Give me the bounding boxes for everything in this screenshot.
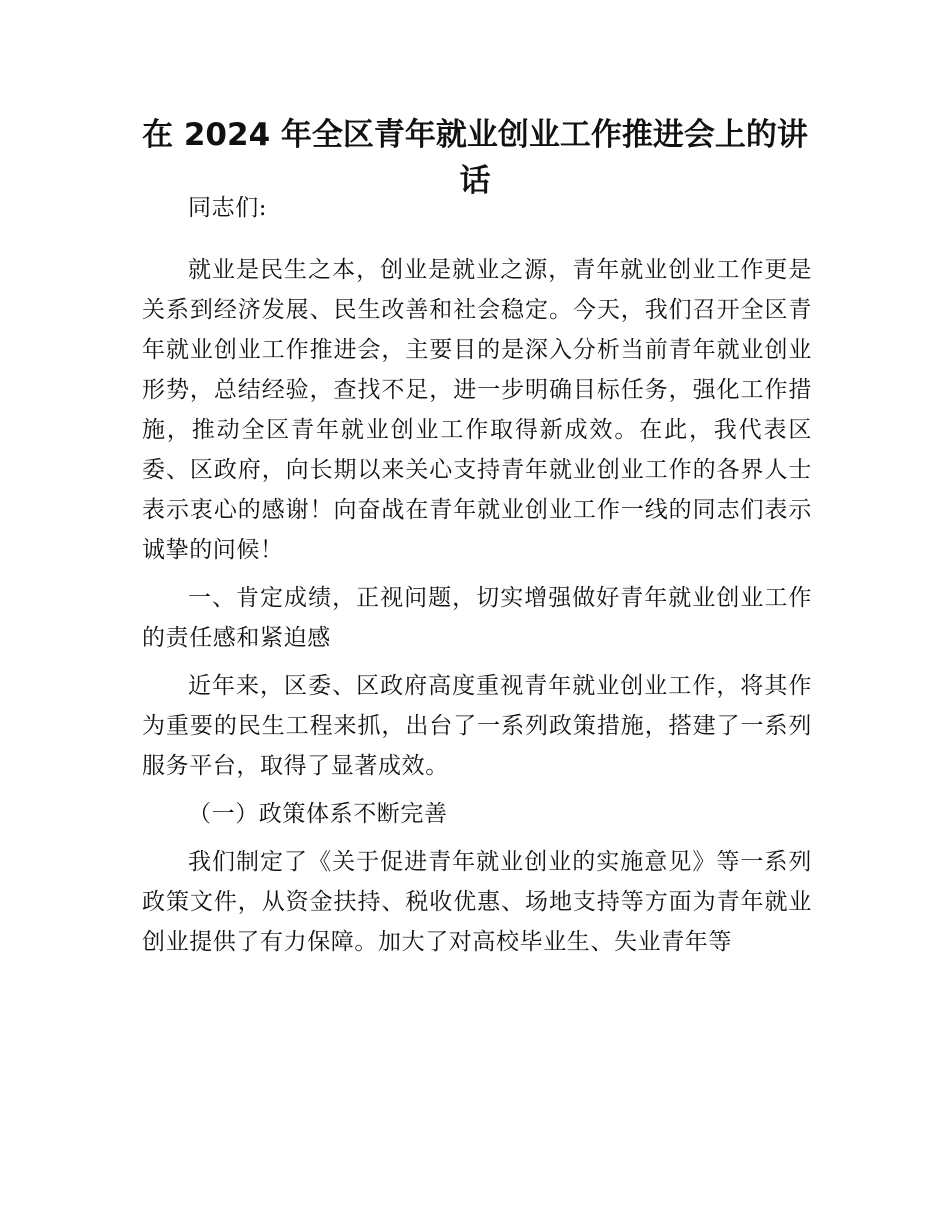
paragraph-intro: 就业是民生之本，创业是就业之源，青年就业创业工作更是关系到经济发展、民生改善和社会稳定。今天，我们召开全区青年就业创业工作推进会，主要目的是深入分析当前青年就业创业形势，总结经验，查找不足，进一步明确目标任务，强化工作措施，推动全区青年就业创业工作取得新成效。在此，我代表区委、区政府，向长期以来关心支持青年就业创业工作的各界人士表示衷心的感谢！向奋战在青年就业创业工作一线的同志们表示诚挚的问候！ [142, 257, 812, 563]
paragraph-policy: 我们制定了《关于促进青年就业创业的实施意见》等一系列政策文件，从资金扶持、税收优惠、场地支持等方面为青年就业创业提供了有力保障。加大了对高校毕业生、失业青年等 [142, 849, 812, 955]
document-title: 在 2024 年全区青年就业创业工作推进会上的讲话 [142, 117, 808, 199]
subsection-heading-1: （一）政策体系不断完善 [188, 801, 448, 827]
salutation: 同志们: [188, 195, 268, 221]
paragraph-achievements: 近年来，区委、区政府高度重视青年就业创业工作，将其作为重要的民生工程来抓，出台了一系列政策措施，搭建了一系列服务平台，取得了显著成效。 [142, 673, 812, 779]
document-body [142, 188, 812, 970]
section-heading-1: 一、肯定成绩，正视问题，切实增强做好青年就业创业工作的责任感和紧迫感 [142, 585, 812, 651]
